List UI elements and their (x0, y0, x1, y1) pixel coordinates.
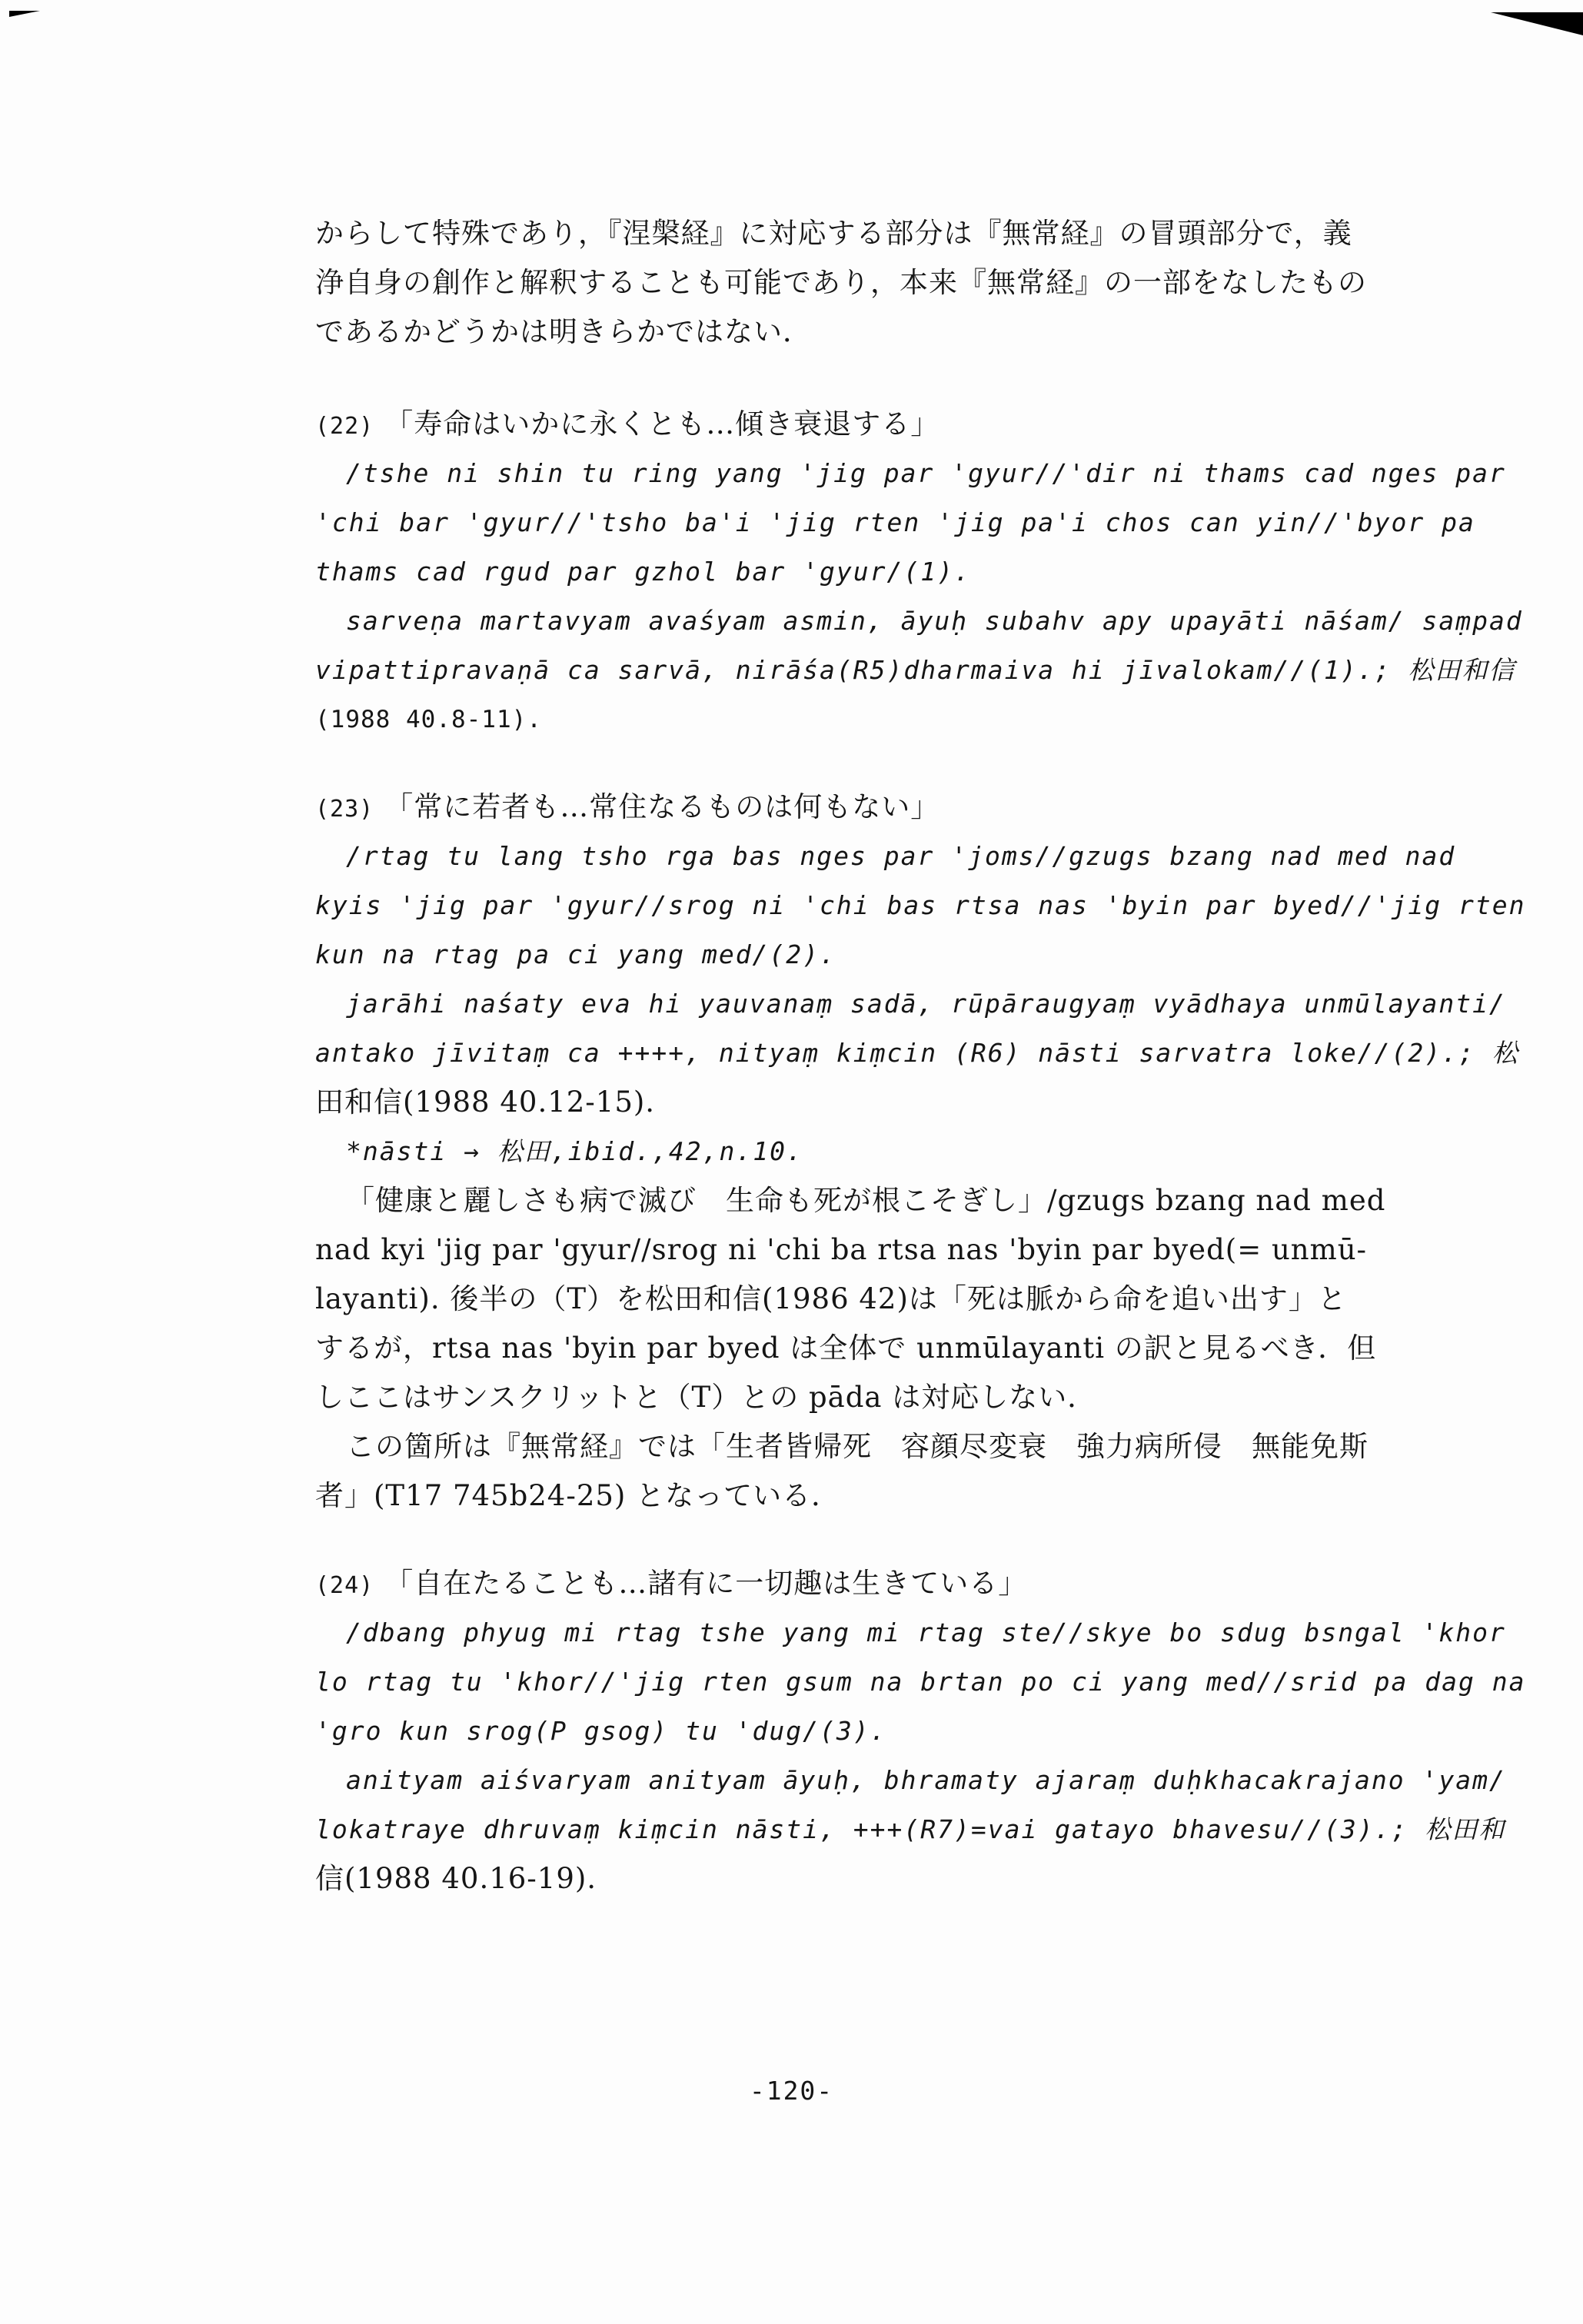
tibetan-line: /dbang phyug mi rtag tshe yang mi rtag ste//skye bo sdug bsngal 'khor (346, 1617, 1506, 1647)
tibetan-line: 'chi bar 'gyur//'tsho ba'i 'jig rten 'jig pa'i chos can yin//'byor pa (315, 507, 1475, 537)
text-line: からして特殊であり，『涅槃経』に対応する部分は『無常経』の冒頭部分で，義 (315, 217, 1352, 250)
text-line: であるかどうかは明きらかではない． (315, 315, 812, 348)
comment-line: この箇所は『無常経』では「生者皆帰死 容顔尽変衰 強力病所侵 無能免斯 (346, 1430, 1368, 1463)
section-24 (315, 1559, 1526, 1903)
section-heading (315, 1559, 1499, 1608)
tibetan-line: kun na rtag pa ci yang med/(2). (315, 939, 836, 969)
citation-line: 田和信(1988 40.12-15). (315, 1086, 656, 1119)
sanskrit-line: anityam aiśvaryam anityam āyuḥ, bhramaty ajaraṃ duḥkhacakrajano 'yam/ (346, 1765, 1506, 1795)
section-title: 「常に若者も…常住なるものは何もない」 (384, 790, 940, 823)
sanskrit-line: lokatraye dhruvaṃ kiṃcin nāsti, +++(R7)=vai gatayo bhavesu//(3).; 松田和 (315, 1814, 1506, 1844)
section-title: 「自在たることも…諸有に一切趣は生きている」 (384, 1567, 1028, 1600)
section-heading (315, 783, 1499, 832)
text-line: 浄自身の創作と解釈することも可能であり，本来『無常経』の一部をなしたもの (315, 266, 1367, 299)
section-heading (315, 400, 1499, 449)
comment-line: nad kyi 'jig par 'gyur//srog ni 'chi ba rtsa nas 'byin par byed(= unmū- (315, 1233, 1368, 1266)
note-line: *nāsti → 松田,ibid.,42,n.10. (346, 1136, 803, 1166)
citation-line: (1988 40.8-11). (315, 706, 542, 733)
comment-line: layanti). 後半の（T）を松田和信(1986 42)は「死は脈から命を追い出す」と (315, 1282, 1347, 1315)
tibetan-line: 'gro kun srog(P gsog) tu 'dug/(3). (315, 1716, 887, 1746)
comment-line: しここはサンスクリットと（T）との pāda は対応しない． (315, 1381, 1097, 1414)
tibetan-line: thams cad rgud par gzhol bar 'gyur/(1). (315, 557, 971, 587)
tibetan-line: lo rtag tu 'khor//'jig rten gsum na brtan po ci yang med//srid pa dag na (315, 1667, 1526, 1697)
sanskrit-line: vipattipravaṇā ca sarvā, nirāśa(R5)dharmaiva hi jīvalokam//(1).; 松田和信 (315, 655, 1516, 685)
tibetan-line: /tshe ni shin tu ring yang 'jig par 'gyur//'dir ni thams cad nges par (346, 458, 1506, 488)
sanskrit-line: jarāhi naśaty eva hi yauvanaṃ sadā, rūpāraugyaṃ vyādhaya unmūlayanti/ (346, 989, 1506, 1019)
section-number: (22) (315, 413, 374, 440)
citation-line: 信(1988 40.16-19). (315, 1862, 597, 1895)
tibetan-line: /rtag tu lang tsho rga bas nges par 'joms//gzugs bzang nad med nad (346, 841, 1456, 871)
sanskrit-line: sarveṇa martavyam avaśyam asmin, āyuḥ subahv apy upayāti nāśam/ saṃpad (346, 606, 1523, 636)
section-number: (24) (315, 1572, 374, 1599)
section-title: 「寿命はいかに永くとも…傾き衰退する」 (384, 407, 940, 441)
scan-corner-mark-left (9, 11, 40, 17)
intro-paragraph (315, 209, 1499, 357)
comment-line: 者」(T17 745b24-25) となっている． (315, 1479, 841, 1512)
scan-corner-mark-right (1491, 12, 1583, 35)
comment-line: するが，rtsa nas 'byin par byed は全体で unmūlayanti の訳と見るべき．但 (315, 1332, 1377, 1365)
page-number: -120- (749, 2076, 834, 2106)
tibetan-line: kyis 'jig par 'gyur//srog ni 'chi bas rtsa nas 'byin par byed//'jig rten (315, 890, 1526, 920)
section-22 (315, 400, 1523, 744)
sanskrit-line: antako jīvitaṃ ca ++++, nityaṃ kiṃcin (R6) nāsti sarvatra loke//(2).; 松 (315, 1038, 1519, 1068)
page-body (315, 209, 1526, 1903)
section-number: (23) (315, 796, 374, 823)
comment-line: 「健康と麗しさも病で滅び 生命も死が根こそぎし」/gzugs bzang nad med (346, 1184, 1386, 1217)
section-23 (315, 783, 1526, 1521)
